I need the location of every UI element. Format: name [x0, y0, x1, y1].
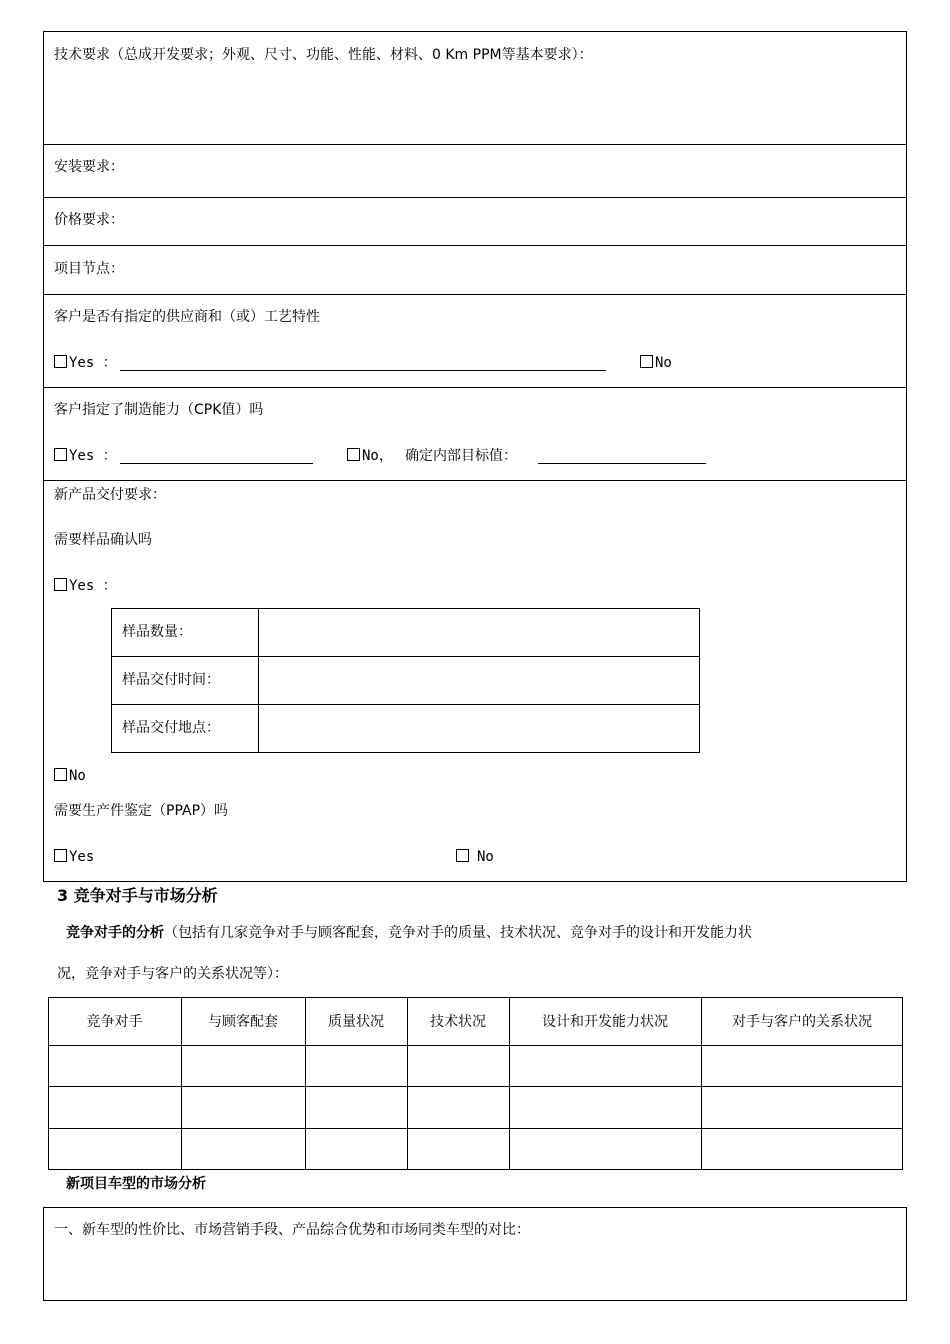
- table-header-cell: 与顾客配套: [208, 1014, 278, 1030]
- sample-delivery-time-field[interactable]: [260, 658, 698, 703]
- project-milestones-label: 项目节点：: [54, 261, 124, 277]
- supplier-question: 客户是否有指定的供应商和（或）工艺特性: [54, 309, 320, 325]
- table-header-cell: 竞争对手: [86, 1014, 143, 1030]
- installation-requirements-label: 安装要求：: [54, 159, 124, 175]
- supplier-yes-field[interactable]: [120, 370, 606, 371]
- option-label: Yes: [69, 849, 95, 865]
- option-label: Yes ：: [69, 578, 117, 594]
- price-requirements-label: 价格要求：: [54, 212, 124, 228]
- divider: [43, 387, 907, 388]
- competitor-analysis-line1: [66, 924, 752, 942]
- table-header-cell: 质量状况: [328, 1014, 384, 1030]
- table-header-cell: 技术状况: [430, 1014, 486, 1030]
- sample-yes-option[interactable]: [54, 577, 117, 595]
- internal-target-field[interactable]: [538, 463, 706, 464]
- section-heading: 3 竞争对手与市场分析: [57, 886, 218, 905]
- internal-target-label: 确定内部目标值：: [405, 448, 517, 464]
- cpk-question: 客户指定了制造能力（CPK值）吗: [54, 402, 264, 418]
- checkbox-icon[interactable]: [54, 849, 67, 862]
- ppap-no-option[interactable]: [456, 848, 494, 866]
- checkbox-icon[interactable]: [54, 448, 67, 461]
- checkbox-icon[interactable]: [456, 849, 469, 862]
- delivery-title: 新产品交付要求：: [54, 487, 166, 503]
- sample-quantity-field[interactable]: [260, 610, 698, 655]
- option-label: No: [69, 768, 86, 784]
- divider: [111, 704, 700, 705]
- sample-delivery-location-field[interactable]: [260, 706, 698, 751]
- option-label: No: [655, 355, 672, 371]
- checkbox-icon[interactable]: [54, 578, 67, 591]
- checkbox-icon[interactable]: [640, 355, 653, 368]
- table-header-cell: 对手与客户的关系状况: [732, 1014, 872, 1030]
- sample-delivery-location-label: 样品交付地点：: [122, 720, 220, 736]
- option-label: Yes ：: [69, 355, 117, 371]
- divider: [43, 294, 907, 295]
- market-analysis-heading: 新项目车型的市场分析: [66, 1176, 206, 1192]
- table-row[interactable]: [49, 1046, 902, 1085]
- divider: [43, 245, 907, 246]
- sample-delivery-time-label: 样品交付时间：: [122, 672, 220, 688]
- sample-quantity-label: 样品数量：: [122, 624, 192, 640]
- divider: [43, 144, 907, 145]
- option-label: Yes ：: [69, 448, 117, 464]
- table-row[interactable]: [49, 1129, 902, 1169]
- option-label: No: [477, 849, 494, 865]
- competitor-analysis-line2: 况，竞争对手与客户的关系状况等）：: [57, 966, 288, 982]
- ppap-yes-option[interactable]: [54, 848, 94, 866]
- technical-requirements-label: 技术要求（总成开发要求；外观、尺寸、功能、性能、材料、0 Km PPM等基本要求）：: [54, 47, 593, 63]
- sample-question: 需要样品确认吗: [54, 532, 152, 548]
- supplier-no-option[interactable]: [640, 354, 672, 372]
- cpk-no-option[interactable]: [347, 447, 393, 465]
- divider: [258, 608, 259, 753]
- checkbox-icon[interactable]: [54, 355, 67, 368]
- competitor-analysis-title: 竞争对手的分析: [66, 925, 164, 941]
- table-row[interactable]: [49, 1087, 902, 1127]
- market-analysis-item: 一、新车型的性价比、市场营销手段、产品综合优势和市场同类车型的对比：: [54, 1222, 530, 1238]
- table-header-cell: 设计和开发能力状况: [542, 1014, 668, 1030]
- checkbox-icon[interactable]: [54, 768, 67, 781]
- option-label: No，: [362, 448, 393, 464]
- divider: [43, 480, 907, 481]
- divider: [111, 656, 700, 657]
- divider: [43, 197, 907, 198]
- supplier-yes-option[interactable]: [54, 354, 117, 372]
- competitor-analysis-desc: （包括有几家竞争对手与顾客配套，竞争对手的质量、技术状况、竞争对手的设计和开发能力状: [164, 925, 752, 941]
- checkbox-icon[interactable]: [347, 448, 360, 461]
- cpk-yes-option[interactable]: [54, 447, 117, 465]
- ppap-question: 需要生产件鉴定（PPAP）吗: [54, 803, 229, 819]
- cpk-yes-field[interactable]: [120, 463, 313, 464]
- sample-no-option[interactable]: [54, 767, 86, 785]
